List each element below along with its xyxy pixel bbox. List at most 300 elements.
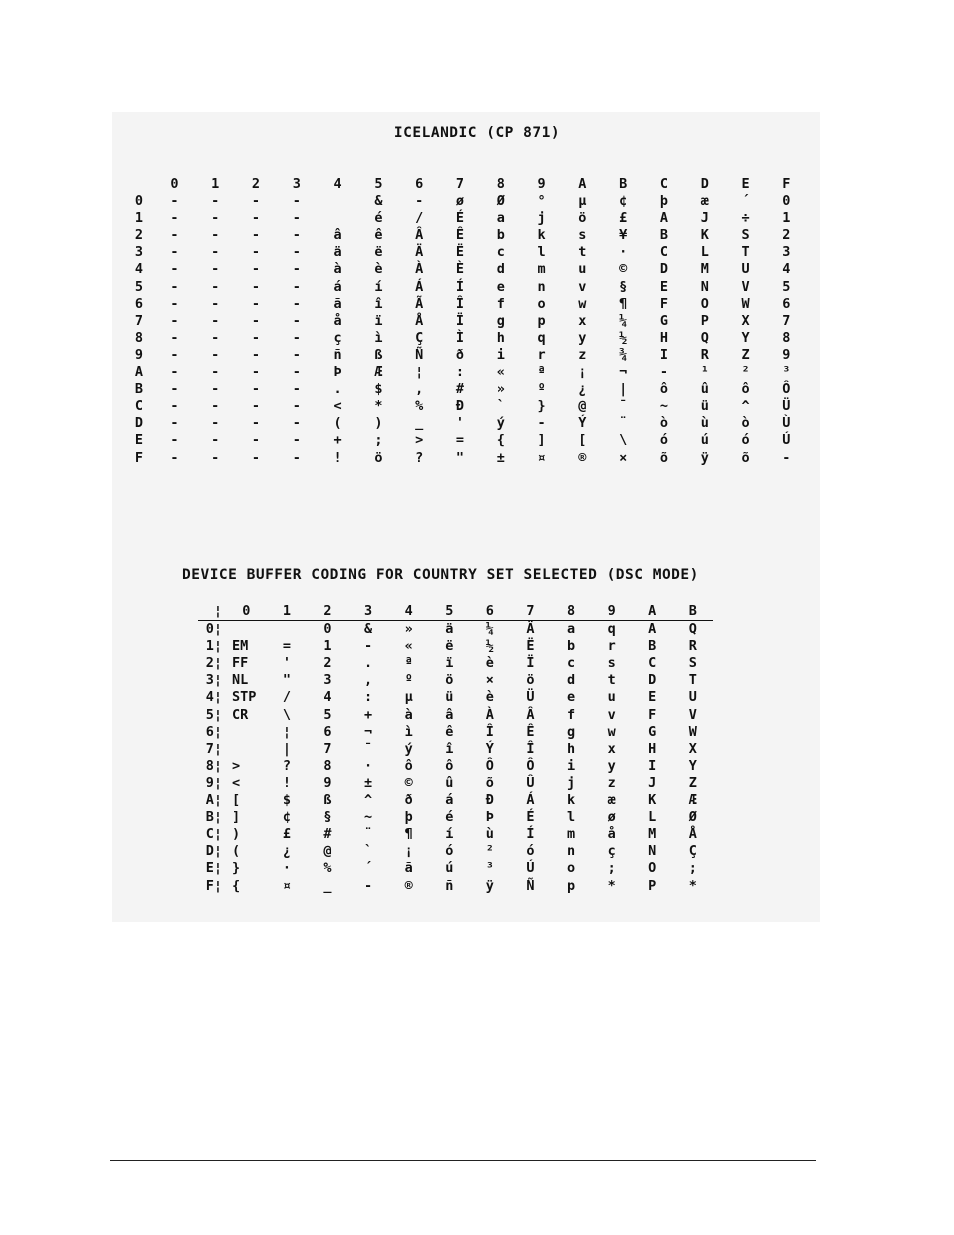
- table-cell: ø: [607, 809, 616, 826]
- table-cell: ½: [619, 329, 628, 346]
- table-cell: ·: [364, 757, 373, 774]
- table-cell: ì: [374, 329, 383, 346]
- table-cell: «: [404, 638, 413, 655]
- table-cell: -: [251, 261, 261, 278]
- table-cell: -: [292, 227, 301, 244]
- table-cell: >: [232, 757, 241, 774]
- table-cell: ¨: [619, 415, 628, 432]
- table-cell: 6: [782, 295, 791, 312]
- table-cell: d: [566, 672, 576, 689]
- table-cell: 0: [323, 621, 332, 638]
- table-cell: Í: [455, 278, 465, 295]
- table-cell: ]: [537, 432, 546, 449]
- table-cell: þ: [404, 809, 413, 826]
- table-cell: Þ: [333, 364, 342, 381]
- table-cell: ë: [445, 638, 454, 655]
- table-cell: j: [537, 210, 546, 227]
- table-cell: ý: [404, 740, 413, 757]
- table-cell: þ: [659, 193, 669, 210]
- table-cell: -: [170, 244, 179, 261]
- table-cell: c: [496, 244, 505, 261]
- table-cell: -: [292, 432, 301, 449]
- table-cell: Ü: [782, 398, 791, 415]
- table-cell: $: [374, 381, 383, 398]
- table-cell: -: [170, 449, 179, 466]
- table-cell: t: [607, 672, 616, 689]
- table-cell: ô: [659, 381, 669, 398]
- table-cell: !: [282, 774, 291, 791]
- table-cell: p: [537, 312, 546, 329]
- table-cell: ü: [445, 689, 454, 706]
- table-cell: R: [688, 638, 697, 655]
- table-cell: -: [211, 398, 220, 415]
- table-cell: ù: [700, 415, 709, 432]
- table-cell: s: [607, 655, 616, 672]
- table-cell: Ô: [526, 757, 535, 774]
- table-cell: ×: [485, 672, 494, 689]
- table-cell: í: [445, 826, 454, 843]
- table-row: [198, 741, 713, 758]
- table-cell: Í: [526, 826, 535, 843]
- column-header: 7: [526, 603, 535, 619]
- table-cell: I: [648, 757, 657, 774]
- table-cell: H: [648, 740, 657, 757]
- table-cell: É: [526, 809, 535, 826]
- table-cell: D: [648, 672, 657, 689]
- table-row: [198, 878, 713, 895]
- table-cell: [: [578, 432, 587, 449]
- table-cell: -: [170, 381, 179, 398]
- table-row: [124, 313, 807, 330]
- row-header: 5: [134, 278, 144, 295]
- table-row: [198, 809, 713, 826]
- table-cell: ¿: [578, 381, 587, 398]
- table-cell: £: [619, 210, 628, 227]
- table-cell: è: [485, 689, 494, 706]
- table-cell: ñ: [445, 877, 454, 894]
- table-cell: 3: [323, 672, 332, 689]
- table-cell: °: [537, 193, 546, 210]
- column-header: 8: [566, 603, 576, 619]
- table-cell: H: [659, 329, 669, 346]
- table-cell: ,: [415, 381, 424, 398]
- table-cell: 7: [782, 312, 791, 329]
- table-cell: l: [566, 809, 576, 826]
- table-cell: æ: [700, 193, 709, 210]
- table-cell: `: [364, 843, 373, 860]
- table-cell: º: [537, 381, 546, 398]
- table-cell: -: [170, 193, 179, 210]
- table-row: [198, 707, 713, 724]
- column-header: 0: [242, 603, 251, 619]
- table-cell: [317, 210, 358, 227]
- column-header: 9: [607, 603, 616, 619]
- corner-cell: [124, 176, 154, 193]
- table-cell: ;: [688, 860, 697, 877]
- table-cell: â: [333, 227, 342, 244]
- table-cell: Æ: [688, 792, 697, 809]
- table-row: [198, 860, 713, 877]
- column-header: 5: [374, 176, 383, 192]
- table-cell: º: [404, 672, 413, 689]
- table-cell: õ: [659, 449, 669, 466]
- table-cell: l: [537, 244, 546, 261]
- table-cell: -: [251, 312, 261, 329]
- table-cell: STP: [232, 689, 257, 706]
- column-header-row: [198, 603, 713, 621]
- table-cell: -: [251, 432, 261, 449]
- table-cell: ¾: [619, 346, 628, 363]
- table-cell: -: [211, 278, 220, 295]
- row-header: 3¦: [205, 672, 222, 689]
- table-cell: Ø: [688, 809, 697, 826]
- row-header: 1: [134, 210, 144, 227]
- table-cell: ¶: [404, 826, 413, 843]
- table-cell: ¼: [619, 312, 628, 329]
- table-cell: 9: [323, 774, 332, 791]
- table-row: [124, 432, 807, 449]
- table-cell: Î: [526, 740, 535, 757]
- table-cell: Å: [415, 312, 424, 329]
- table-cell: Ý: [578, 415, 587, 432]
- table-cell: k: [566, 792, 576, 809]
- table-cell: NL: [232, 672, 249, 689]
- table-cell: Î: [455, 295, 465, 312]
- table-cell: Ê: [526, 723, 535, 740]
- table-cell: R: [700, 346, 709, 363]
- table-cell: ÿ: [700, 449, 709, 466]
- table-cell: Þ: [485, 809, 494, 826]
- table-cell: L: [700, 244, 709, 261]
- table-cell: q: [537, 329, 546, 346]
- table-cell: /: [282, 689, 291, 706]
- table-cell: Ë: [455, 244, 465, 261]
- table-cell: »: [404, 621, 413, 638]
- table-row: [124, 227, 807, 244]
- table-cell: v: [578, 278, 587, 295]
- table-cell: Á: [526, 792, 535, 809]
- table-cell: ¡: [404, 843, 413, 860]
- row-header: 2¦: [205, 655, 222, 672]
- table-cell: +: [364, 706, 373, 723]
- table-cell: Ã: [415, 295, 424, 312]
- row-header: 6¦: [205, 723, 222, 740]
- table-cell: [226, 621, 267, 638]
- table-cell: b: [566, 638, 576, 655]
- column-header: 4: [404, 603, 413, 619]
- table-cell: Ä: [526, 621, 535, 638]
- table-cell: -: [292, 346, 301, 363]
- table-cell: ì: [404, 723, 413, 740]
- table-cell: -: [364, 638, 373, 655]
- table-cell: -: [211, 244, 220, 261]
- table-cell: -: [170, 398, 179, 415]
- table-cell: ³: [485, 860, 494, 877]
- table-row: [124, 210, 807, 227]
- table-cell: E: [648, 689, 657, 706]
- table-cell: À: [485, 706, 494, 723]
- table-cell: P: [700, 312, 709, 329]
- table-cell: (: [333, 415, 342, 432]
- table-cell: -: [251, 329, 261, 346]
- table-cell: ô: [404, 757, 413, 774]
- table-cell: ö: [526, 672, 535, 689]
- table-row: [124, 347, 807, 364]
- footer-rule: [110, 1160, 816, 1161]
- table-row: [124, 296, 807, 313]
- table-cell: ë: [374, 244, 383, 261]
- table-cell: ï: [374, 312, 383, 329]
- table-cell: µ: [404, 689, 413, 706]
- table-cell: «: [496, 364, 505, 381]
- table-cell: e: [496, 278, 505, 295]
- table-cell: Â: [415, 227, 424, 244]
- table-cell: §: [619, 278, 628, 295]
- table-cell: }: [232, 860, 241, 877]
- table-cell: -: [292, 295, 301, 312]
- table-cell: J: [648, 774, 657, 791]
- row-header: B¦: [205, 809, 222, 826]
- table-cell: T: [688, 672, 697, 689]
- table-cell: å: [607, 826, 616, 843]
- table-cell: -: [211, 210, 220, 227]
- table-cell: -: [251, 295, 261, 312]
- header-mark: ¦: [213, 603, 222, 619]
- table-cell: g: [496, 312, 505, 329]
- table-cell: ;: [374, 432, 383, 449]
- table-cell: I: [659, 346, 669, 363]
- table-cell: 2: [323, 655, 332, 672]
- table-row: [124, 244, 807, 261]
- table-row: [124, 364, 807, 381]
- table-cell: [: [232, 792, 241, 809]
- table-row: [124, 279, 807, 296]
- table-cell: 5: [782, 278, 791, 295]
- table-cell: à: [333, 261, 342, 278]
- table-cell: N: [648, 843, 657, 860]
- row-header: C¦: [205, 826, 222, 843]
- table-row: [198, 826, 713, 843]
- table-cell: à: [404, 706, 413, 723]
- table-cell: -: [170, 210, 179, 227]
- table-cell: -: [251, 193, 261, 210]
- table-row: [198, 672, 713, 689]
- row-header: A: [134, 364, 144, 381]
- table-cell: ]: [232, 809, 241, 826]
- table-cell: t: [578, 244, 587, 261]
- table-row: [124, 450, 807, 467]
- table-cell: ,: [364, 672, 373, 689]
- row-header: D: [134, 415, 144, 432]
- table-cell: u: [578, 261, 587, 278]
- table-cell: Î: [485, 723, 494, 740]
- table-cell: Å: [688, 826, 697, 843]
- table-cell: £: [282, 826, 291, 843]
- table-cell: V: [688, 706, 697, 723]
- column-header: D: [700, 176, 709, 192]
- row-header: 8: [134, 329, 144, 346]
- table-cell: ï: [445, 655, 454, 672]
- table-cell: -: [211, 261, 220, 278]
- table-cell: ½: [485, 638, 494, 655]
- table-cell: p: [566, 877, 576, 894]
- table-cell: U: [688, 689, 697, 706]
- table-cell: -: [170, 346, 179, 363]
- table-cell: Ë: [526, 638, 535, 655]
- table-cell: É: [455, 210, 465, 227]
- row-header: 6: [134, 295, 144, 312]
- table-cell: ": [282, 672, 291, 689]
- table-cell: é: [445, 809, 454, 826]
- table-cell: ö: [578, 210, 587, 227]
- table-row: [198, 638, 713, 655]
- table-cell: û: [445, 774, 454, 791]
- table-cell: M: [648, 826, 657, 843]
- table-cell: u: [607, 689, 616, 706]
- table-cell: y: [607, 757, 616, 774]
- table-cell: Â: [526, 706, 535, 723]
- table-cell: -: [170, 227, 179, 244]
- table-cell: å: [333, 312, 342, 329]
- table-cell: è: [374, 261, 383, 278]
- column-header: 9: [537, 176, 546, 192]
- table-cell: o: [566, 860, 576, 877]
- table-cell: -: [170, 432, 179, 449]
- table-cell: a: [496, 210, 505, 227]
- table-cell: CR: [232, 706, 249, 723]
- table-cell: ©: [619, 261, 628, 278]
- table-row: [124, 261, 807, 278]
- table-cell: %: [415, 398, 424, 415]
- column-header: B: [688, 603, 697, 619]
- table-cell: Ü: [526, 689, 535, 706]
- table-cell: ª: [537, 364, 546, 381]
- table-cell: &: [364, 621, 373, 638]
- table-cell: =: [455, 432, 465, 449]
- table-cell: ú: [700, 432, 709, 449]
- table-cell: n: [537, 278, 546, 295]
- table-cell: F: [659, 295, 669, 312]
- table-cell: ¥: [619, 227, 628, 244]
- table-cell: <: [232, 774, 241, 791]
- table-cell: é: [374, 210, 383, 227]
- table-cell: i: [566, 757, 576, 774]
- table-cell: ü: [700, 398, 709, 415]
- table-cell: F: [648, 706, 657, 723]
- table-cell: s: [578, 227, 587, 244]
- table-cell: µ: [578, 193, 587, 210]
- table-cell: á: [333, 278, 342, 295]
- table-cell: @: [578, 398, 587, 415]
- table-cell: -: [292, 415, 301, 432]
- table-cell: f: [566, 706, 576, 723]
- table-cell: Û: [526, 774, 535, 791]
- table-cell: ö: [445, 672, 454, 689]
- table-cell: 4: [782, 261, 791, 278]
- device-buffer-table-title: DEVICE BUFFER CODING FOR COUNTRY SET SELECTED (DSC MODE): [182, 567, 699, 583]
- row-header: C: [134, 398, 144, 415]
- table-cell: -: [292, 210, 301, 227]
- table-cell: ê: [374, 227, 383, 244]
- table-cell: ~: [364, 809, 373, 826]
- column-header: 6: [485, 603, 494, 619]
- table-cell: ú: [445, 860, 454, 877]
- table-cell: v: [607, 706, 616, 723]
- table-cell: ç: [607, 843, 616, 860]
- table-cell: W: [688, 723, 697, 740]
- table-cell: O: [648, 860, 657, 877]
- table-cell: +: [333, 432, 342, 449]
- table-cell: q: [607, 621, 616, 638]
- table-cell: -: [251, 364, 261, 381]
- table-cell: V: [741, 278, 750, 295]
- table-row: [198, 689, 713, 706]
- table-cell: 9: [782, 346, 791, 363]
- row-header: F: [134, 449, 144, 466]
- table-cell: Ñ: [415, 346, 424, 363]
- table-cell: y: [578, 329, 587, 346]
- table-cell: -: [292, 312, 301, 329]
- table-row: [124, 330, 807, 347]
- table-cell: -: [537, 415, 546, 432]
- table-cell: B: [648, 638, 657, 655]
- table-cell: C: [659, 244, 669, 261]
- table-cell: O: [700, 295, 709, 312]
- table-cell: w: [607, 723, 616, 740]
- table-cell: »: [496, 381, 505, 398]
- table-cell: Q: [688, 621, 697, 638]
- table-cell: Ä: [415, 244, 424, 261]
- row-header: 0¦: [205, 621, 222, 638]
- table-cell: ê: [445, 723, 454, 740]
- table-cell: î: [445, 740, 454, 757]
- table-cell: -: [292, 364, 301, 381]
- table-cell: â: [445, 706, 454, 723]
- table-cell: ô: [445, 757, 454, 774]
- table-cell: U: [741, 261, 750, 278]
- table-row: [198, 655, 713, 672]
- table-cell: !: [333, 449, 342, 466]
- column-header: 2: [323, 603, 332, 619]
- table-cell: ß: [374, 346, 383, 363]
- table-cell: ó: [659, 432, 669, 449]
- table-cell: P: [648, 877, 657, 894]
- table-cell: Æ: [374, 364, 383, 381]
- table-cell: L: [648, 809, 657, 826]
- table-cell: -: [211, 415, 220, 432]
- table-cell: -: [292, 398, 301, 415]
- table-cell: E: [659, 278, 669, 295]
- table-cell: \: [282, 706, 291, 723]
- table-cell: Ê: [455, 227, 465, 244]
- table-cell: %: [323, 860, 332, 877]
- row-header: 9¦: [205, 774, 222, 791]
- table-cell: ¯: [364, 740, 373, 757]
- table-cell: -: [170, 295, 179, 312]
- table-cell: 5: [323, 706, 332, 723]
- table-cell: b: [496, 227, 505, 244]
- table-cell: 1: [782, 210, 791, 227]
- table-cell: æ: [607, 792, 616, 809]
- table-cell: Ç: [688, 843, 697, 860]
- row-header: 4: [134, 261, 144, 278]
- column-header: 1: [211, 176, 220, 192]
- table-cell: B: [659, 227, 669, 244]
- table-cell: Y: [688, 757, 697, 774]
- table-row: [124, 398, 807, 415]
- table-cell: 8: [323, 757, 332, 774]
- table-cell: N: [700, 278, 709, 295]
